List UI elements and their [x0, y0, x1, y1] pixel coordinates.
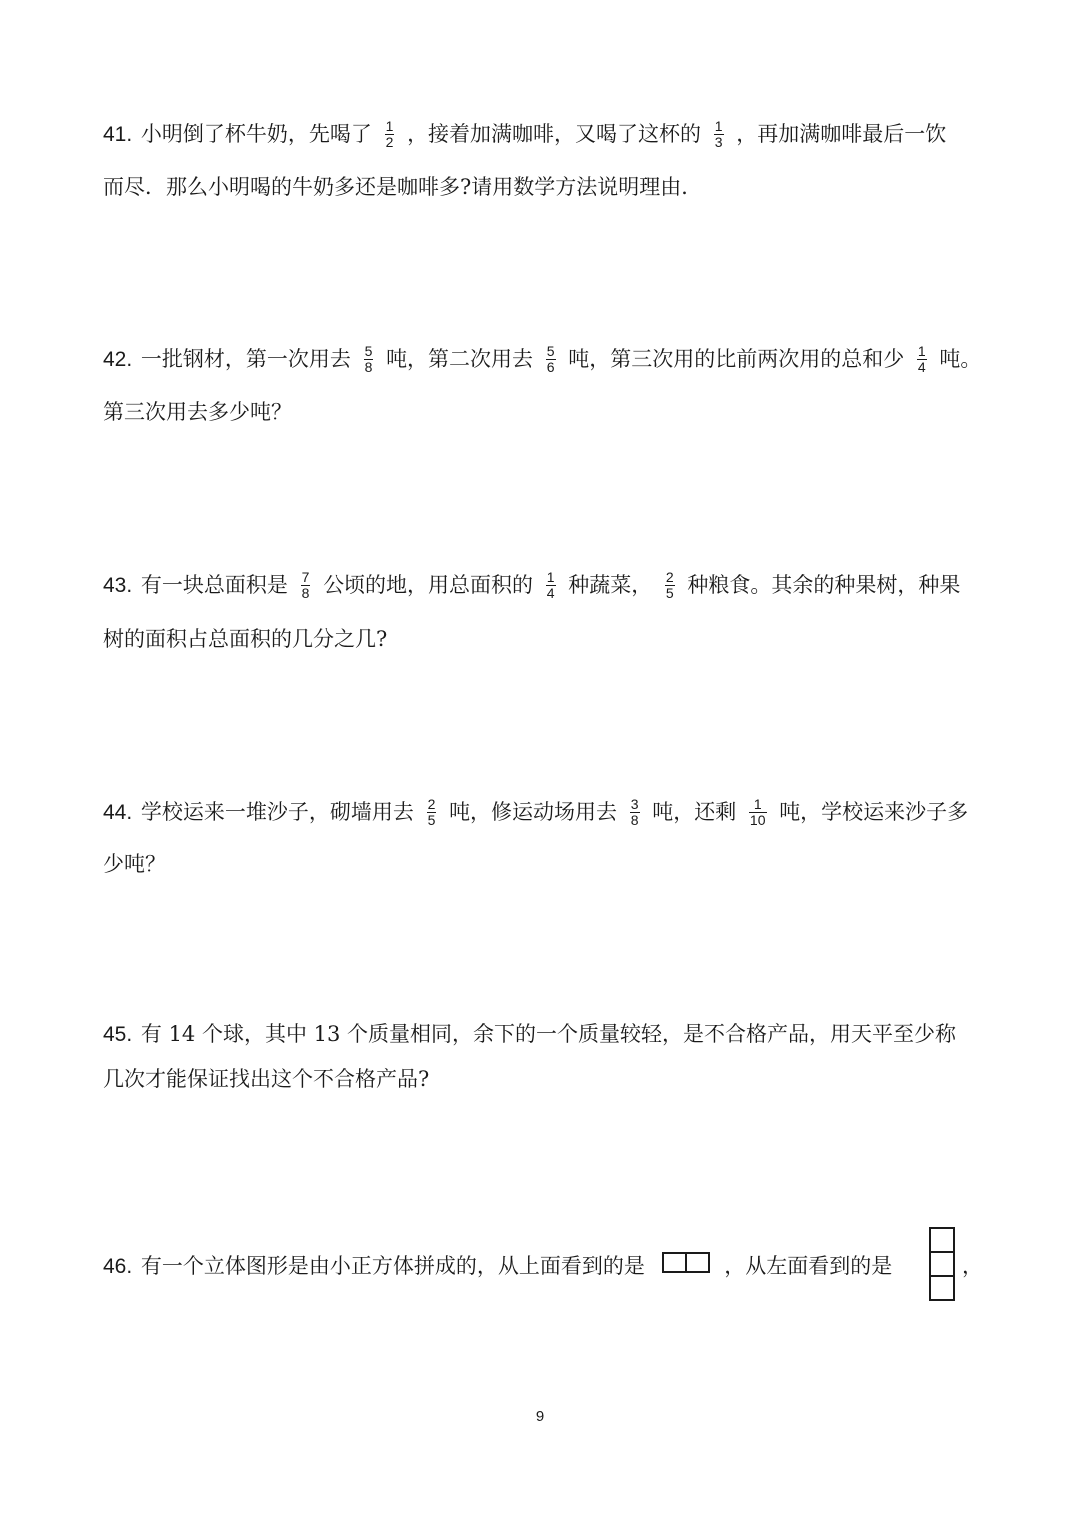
question-text: 小明倒了杯牛奶，先喝了 — [140, 122, 372, 146]
question-text: 吨，第三次用的比前两次用的总和少 — [568, 347, 905, 371]
question-text: ，从左面看到的是 — [724, 1254, 893, 1278]
fraction: $\frac{3}{8}$ — [630, 796, 639, 828]
question-46-trailing-comma: ， — [962, 1254, 983, 1278]
top-view-squares-figure — [662, 1251, 708, 1281]
question-41-line-1 — [103, 119, 946, 149]
question-text: 吨，修运动场用去 — [449, 800, 618, 824]
question-text: 公顷的地，用总面积的 — [323, 573, 534, 597]
fraction: $\frac{1}{4}$ — [546, 569, 555, 601]
question-45-line-1 — [103, 1019, 956, 1049]
fraction: $\frac{2}{5}$ — [427, 796, 436, 828]
question-text: 种蔬菜， — [568, 573, 653, 597]
fraction: $\frac{5}{8}$ — [364, 343, 373, 375]
question-number: 43. — [103, 574, 133, 597]
question-43-line-1 — [103, 570, 960, 600]
fraction: $\frac{7}{8}$ — [301, 569, 310, 601]
question-45-line-2: 几次才能保证找出这个不合格产品? — [103, 1067, 430, 1091]
question-44-line-1 — [103, 797, 968, 827]
left-view-squares-figure — [929, 1227, 955, 1299]
question-text: ，接着加满咖啡，又喝了这杯的 — [407, 122, 702, 146]
question-number: 45. — [103, 1023, 133, 1046]
question-number: 42. — [103, 348, 133, 371]
question-text: 一批钢材，第一次用去 — [140, 347, 351, 371]
question-41-line-2: 而尽．那么小明喝的牛奶多还是咖啡多?请用数学方法说明理由． — [103, 175, 703, 199]
question-46-line-1 — [103, 1251, 892, 1281]
page-number: 9 — [535, 1408, 545, 1425]
question-text: 吨，第二次用去 — [386, 347, 534, 371]
question-text: 吨。 — [939, 347, 982, 371]
question-text: 吨，还剩 — [652, 800, 737, 824]
question-text: 有 14 个球，其中 13 个质量相同，余下的一个质量较轻，是不合格产品，用天平至少称 — [140, 1022, 957, 1046]
fraction: $\frac{1}{2}$ — [385, 118, 394, 150]
fraction: $\frac{1}{10}$ — [749, 796, 766, 828]
fraction: $\frac{1}{3}$ — [714, 118, 723, 150]
question-text: ，再加满咖啡最后一饮 — [736, 122, 947, 146]
question-text: 学校运来一堆沙子，砌墙用去 — [140, 800, 414, 824]
question-text: 种粮食。其余的种果树，种果 — [687, 573, 961, 597]
fraction: $\frac{5}{6}$ — [546, 343, 555, 375]
question-text: 有一个立体图形是由小正方体拼成的，从上面看到的是 — [140, 1254, 645, 1278]
question-44-line-2: 少吨？ — [103, 852, 166, 876]
question-43-line-2: 树的面积占总面积的几分之几? — [103, 627, 388, 651]
question-text: 有一块总面积是 — [140, 573, 288, 597]
question-text: 吨，学校运来沙子多 — [779, 800, 969, 824]
question-number: 41. — [103, 123, 133, 146]
fraction: $\frac{1}{4}$ — [917, 343, 926, 375]
question-42-line-1 — [103, 344, 981, 374]
question-42-line-2: 第三次用去多少吨？ — [103, 400, 292, 424]
question-number: 44. — [103, 801, 133, 824]
question-number: 46. — [103, 1255, 133, 1278]
fraction: $\frac{2}{5}$ — [665, 569, 674, 601]
